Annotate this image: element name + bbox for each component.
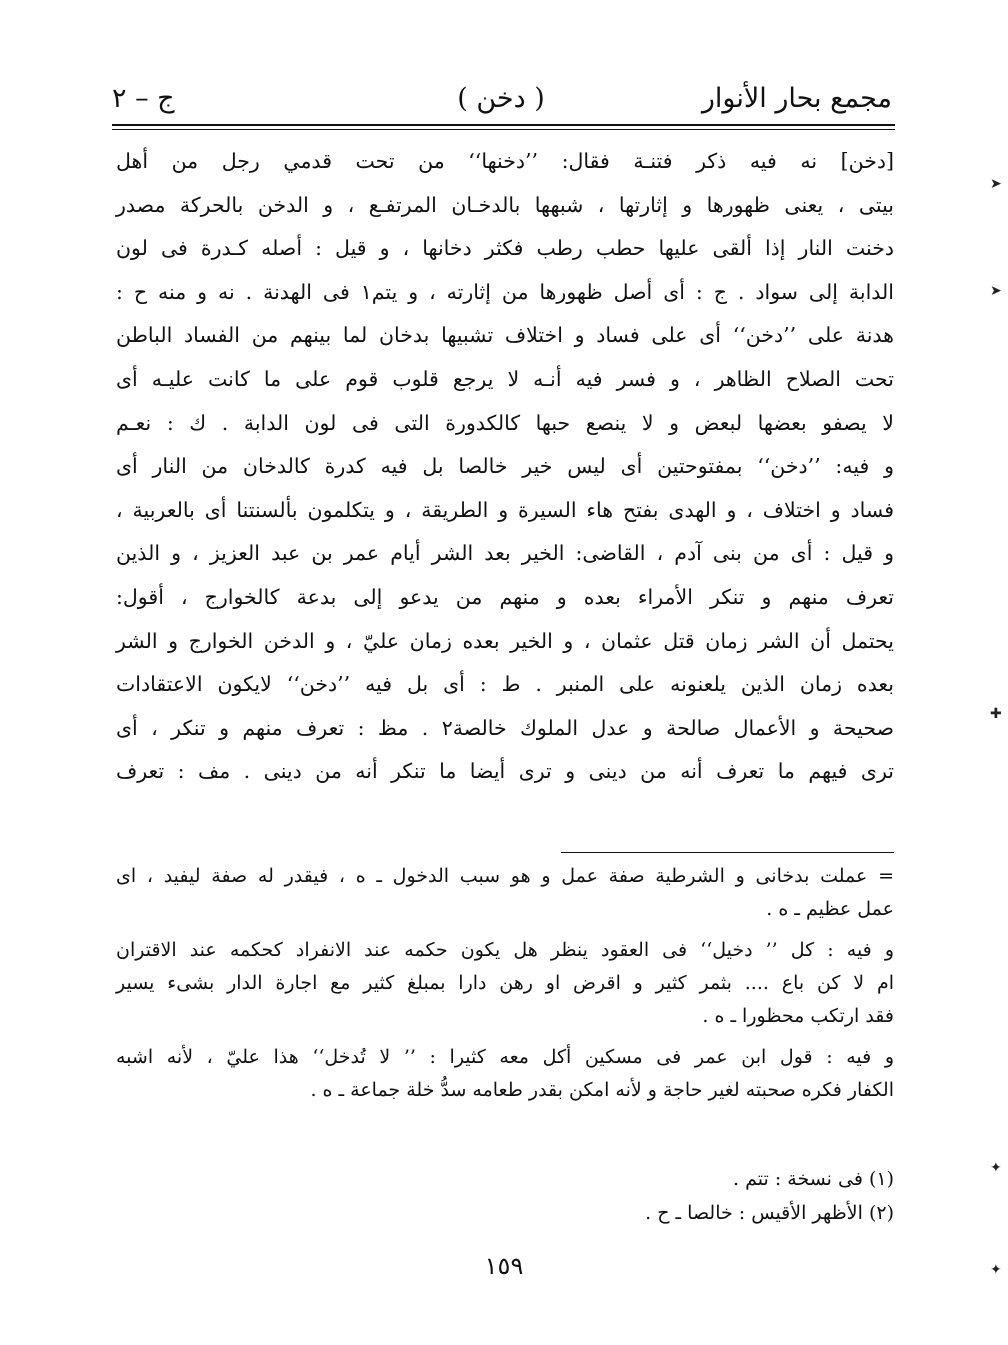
main-line: و فيه: ’’دخن‘‘ بمفتوحتين أى ليس خير خالصا بل فيه كدرة كالدخان من النار أى — [116, 454, 894, 479]
page-number: ١٥٩ — [484, 1252, 524, 1280]
volume-label: ج – ٢ — [112, 83, 175, 114]
note-block — [116, 1041, 894, 1107]
note-line: و فيه : كل ’’ دخيل‘‘ فى العقود ينظر هل يكون حكمه عند الانفراد كحكمه عند الاقتران — [116, 939, 894, 961]
main-line: دخنت النار إذا ألقى عليها حطب رطب فكثر دخانها ، و قيل : أصله كـدرة فى لون — [116, 236, 894, 261]
main-line: فساد و اختلاف ، و الهدى بفتح هاء السيرة و الطريقة ، و يتكلمون بألسنتنا أى بالعربية ، — [116, 497, 894, 522]
main-line: بيتى ، يعنى ظهورها و إثارتها ، شبهها بالدخـان المرتفـع ، و الدخن بالحركة مصدر — [116, 192, 894, 217]
note-line: = عملت بدخانى و الشرطية صفة عمل و هو سبب الدخول ـ ه ، فيقدر له صفة ليفيد ، اى — [116, 865, 894, 887]
footnote: (٢) الأظهر الأقيس : خالصا ـ ح . — [645, 1202, 894, 1224]
main-line: [دخن] نه فيه ذكر فتنـة فقال: ’’دخنها‘‘ من تحت قدمي رجل من أهل — [116, 149, 894, 173]
main-line: ترى فيهم ما تعرف أنه من دينى و ترى أيضا ما تنكر أنه من دينى . مف : تعرف — [116, 759, 894, 784]
main-line: هدنة على ’’دخن‘‘ أى على فساد و اختلاف تشبيها بدخان لما بينهم من الفساد الباطن — [116, 323, 894, 348]
entry-word: ( دخن ) — [457, 83, 545, 114]
margin-arrow-icon: ➤ — [990, 283, 1002, 299]
margin-notes — [116, 860, 894, 1115]
footnotes — [116, 1162, 894, 1230]
margin-arrow-icon: ✦ — [990, 1262, 1002, 1278]
main-line: لا يصفو بعضها لبعض و لا ينصع حبها كالكدورة التى فى لون الدابة . ك : نعـم — [116, 410, 894, 435]
main-line: بعده زمان الذين يلعنونه على المنبر . ط : أى بل فيه ’’دخن‘‘ لايكون الاعتقادات — [116, 672, 894, 697]
main-text — [116, 140, 894, 794]
notes-separator — [561, 852, 894, 853]
main-line: يحتمل أن الشر زمان قتل عثمان ، و الخير بعده زمان عليّ ، و الدخن الخوارج و الشر — [116, 628, 894, 653]
margin-arrow-icon: ✚ — [990, 706, 1002, 722]
note-block — [116, 934, 894, 1033]
note-line: عمل عظيم ـ ه . — [766, 898, 894, 920]
main-line: و قيل : أى من بنى آدم ، القاضى: الخير بعد الشر أيام عمر بن عبد العزيز ، و الذين — [116, 541, 894, 566]
footnote: (١) فى نسخة : تتم . — [733, 1168, 894, 1190]
book-title: مجمع بحار الأنوار — [701, 83, 892, 114]
main-line: صحيحة و الأعمال صالحة و عدل الملوك خالصة٢ . مظ : تعرف منهم و تنكر ، أى — [116, 715, 894, 740]
note-line: ام لا كن باع .... بثمر كثير و اقرض او رهن دارا بمبلغ كثير مع اجارة الدار بشىء يسير — [116, 972, 894, 994]
header-rule — [112, 124, 895, 126]
main-line: تعرف منهم و تنكر الأمراء بعده و منهم من يدعو إلى بدعة كالخوارج ، أقول: — [116, 584, 894, 609]
margin-arrow-icon: ➤ — [990, 176, 1002, 192]
header-rule-thin — [112, 129, 895, 130]
note-line: الكفار فكره صحبته لغير حاجة و لأنه امكن بقدر طعامه سدُّ خلة جماعة ـ ه . — [310, 1079, 894, 1101]
note-line: و فيه : قول ابن عمر فى مسكين أكل معه كثيرا : ’’ لا تُدخل‘‘ هذا عليّ ، لأنه اشبه — [116, 1046, 894, 1068]
main-line: تحت الصلاح الظاهر ، و فسر فيه أنـه لا يرجع قلوب قوم على ما كانت عليـه أى — [116, 366, 894, 391]
margin-arrow-icon: ✦ — [990, 1160, 1002, 1176]
main-line: الدابة إلى سواد . ج : أى أصل ظهورها من إثارته ، و يتم١ فى الهدنة . نه و منه ح : — [116, 279, 894, 304]
note-block — [116, 860, 894, 926]
running-header — [110, 78, 892, 120]
note-line: فقد ارتكب محظورا ـ ه . — [702, 1005, 894, 1027]
